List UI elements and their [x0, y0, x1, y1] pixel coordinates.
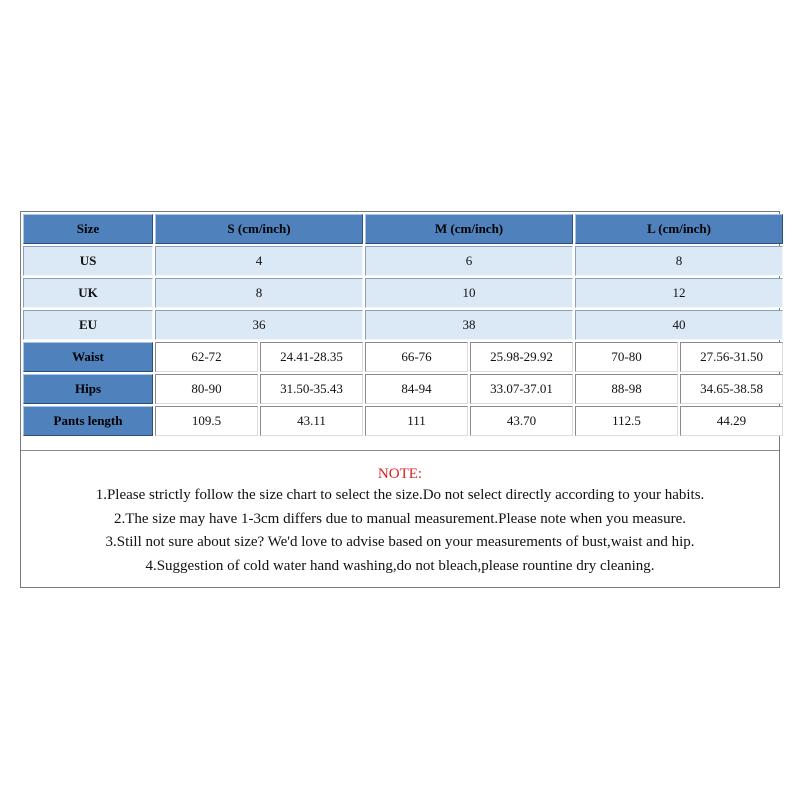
note-title: NOTE:: [377, 466, 423, 482]
table-cell: 66-76: [365, 342, 468, 372]
table-cell: 27.56-31.50: [680, 342, 783, 372]
table-cell: 8: [155, 278, 363, 308]
table-cell: 112.5: [575, 406, 678, 436]
waist-row: [23, 342, 783, 372]
table-cell: 44.29: [680, 406, 783, 436]
table-cell: 34.65-38.58: [680, 374, 783, 404]
table-cell: 62-72: [155, 342, 258, 372]
table-cell: 111: [365, 406, 468, 436]
table-cell: 24.41-28.35: [260, 342, 363, 372]
size-table: [21, 212, 785, 438]
header-row: [23, 214, 783, 244]
note-line: 4.Suggestion of cold water hand washing,do not bleach,please rountine dry cleaning.: [145, 557, 655, 574]
pants-length-row: [23, 406, 783, 436]
note-box: [21, 450, 779, 587]
table-cell: 43.70: [470, 406, 573, 436]
size-l-header: L (cm/inch): [575, 214, 783, 244]
row-label: EU: [23, 310, 153, 340]
table-cell: 31.50-35.43: [260, 374, 363, 404]
row-label: US: [23, 246, 153, 276]
eu-row: [23, 310, 783, 340]
table-cell: 88-98: [575, 374, 678, 404]
table-cell: 6: [365, 246, 573, 276]
table-cell: 84-94: [365, 374, 468, 404]
size-chart: [20, 211, 780, 588]
table-cell: 40: [575, 310, 783, 340]
note-line: 3.Still not sure about size? We'd love to advise based on your measurements of bust,waist and hip.: [105, 534, 695, 550]
table-cell: 43.11: [260, 406, 363, 436]
table-cell: 109.5: [155, 406, 258, 436]
row-label: Pants length: [23, 406, 153, 436]
table-cell: 25.98-29.92: [470, 342, 573, 372]
note-line: 1.Please strictly follow the size chart to select the size.Do not select directly according to your habits.: [95, 487, 705, 503]
hips-row: [23, 374, 783, 404]
row-label: UK: [23, 278, 153, 308]
row-label: Hips: [23, 374, 153, 404]
table-cell: 10: [365, 278, 573, 308]
size-s-header: S (cm/inch): [155, 214, 363, 244]
table-cell: 70-80: [575, 342, 678, 372]
table-cell: 36: [155, 310, 363, 340]
table-cell: 4: [155, 246, 363, 276]
size-m-header: M (cm/inch): [365, 214, 573, 244]
table-cell: 80-90: [155, 374, 258, 404]
size-header: Size: [23, 214, 153, 244]
note-line: 2.The size may have 1-3cm differs due to manual measurement.Please note when you measure.: [113, 510, 687, 527]
table-cell: 12: [575, 278, 783, 308]
table-cell: 8: [575, 246, 783, 276]
row-label: Waist: [23, 342, 153, 372]
table-cell: 38: [365, 310, 573, 340]
us-row: [23, 246, 783, 276]
table-cell: 33.07-37.01: [470, 374, 573, 404]
uk-row: [23, 278, 783, 308]
